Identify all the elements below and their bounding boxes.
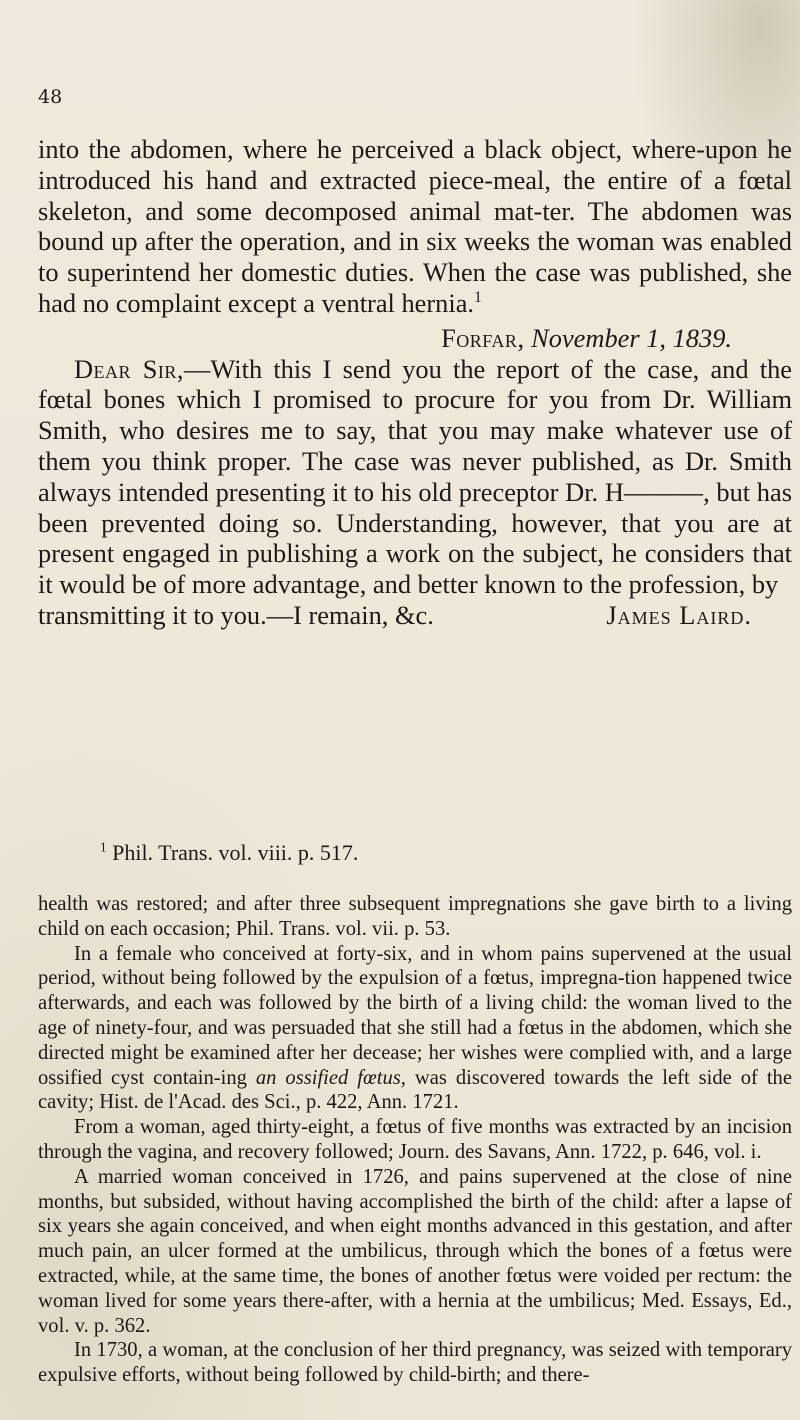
small-paragraph-2-text-end: was discovered towards the left side of the cavity; Hist. de l'Acad. des Sci., p. 422, Ann. 1721.	[38, 1066, 792, 1114]
footnote-text: Phil. Trans. vol. viii. p. 517.	[112, 840, 359, 865]
small-paragraph-2-italic: an ossified fœtus,	[255, 1066, 406, 1089]
small-paragraph-1: health was restored; and after three subsequent impregnations she gave birth to a living child on each occasion; Phil. Trans. vol. vii. p. 53.	[38, 893, 792, 940]
letter-signature: James Laird.	[606, 599, 752, 630]
small-paragraph-3: From a woman, aged thirty-eight, a fœtus of five months was extracted by an incision through the vagina, and recovery followed; Journ. des Savans, Ann. 1722, p. 646, vol. i.	[38, 1116, 792, 1163]
letter-salutation: Dear Sir,	[74, 353, 185, 384]
letter-date: November 1, 1839.	[531, 322, 732, 353]
small-paragraph-5: In 1730, a woman, at the conclusion of her third pregnancy, was seized with temporary expulsive efforts, without being followed by child-birth; and there-	[38, 1339, 792, 1387]
continuation-paragraph	[38, 134, 792, 319]
letter-closing-line	[38, 600, 792, 631]
small-paragraph-4: A married woman conceived in 1726, and pains supervened at the close of nine months, but subsided, without having accomplished the birth of the child: after a lapse of six years she again conceived, and when eight months advanced in this gestation, and after much pain, an ulcer formed at the umbilicus, through which the bones of a fœtus were extracted, while, at the same time, the bones of another fœtus were voided per rectum: the woman lived for some years there-after, with a hernia at the umbilicus; Med. Essays, Ed., vol. v. p. 362.	[38, 1165, 792, 1337]
main-text	[38, 134, 792, 631]
page-number: 48	[38, 86, 63, 108]
letter-place: Forfar,	[441, 322, 525, 353]
letter-closing: transmitting it to you.—I remain, &c.	[38, 599, 434, 630]
footnote-number: 1	[100, 839, 107, 855]
footnote-reference: 1	[474, 289, 482, 307]
footnote	[100, 840, 358, 866]
small-print-section	[38, 892, 792, 1388]
letter-body	[38, 354, 792, 600]
small-paragraph-2	[38, 942, 792, 1116]
letter-dateline	[38, 323, 792, 354]
small-paragraph-2-text: In a female who conceived at forty-six, and in whom pains supervened at the usual period, without being followed by the expulsion of a fœtus, impregna-tion happened twice afterwards, and each was followed by the birth of a living child: the woman lived to the age of ninety-four, and was persuaded that she still had a fœtus in the abdomen, which she directed might be examined after her decease; her wishes were complied with, and a large ossified cyst contain-ing	[38, 942, 792, 1089]
letter-body-text: —With this I send you the report of the case, and the fœtal bones which I promised to procure for you from Dr. William Smith, who desires me to say, that you may make whatever use of them you think proper. The case was never published, as Dr. Smith always intended presenting it to his old preceptor Dr. H———, but has been prevented doing so. Understanding, however, that you are at present engaged in publishing a work on the subject, he considers that it would be of more advantage, and better known to the profession, by	[38, 353, 792, 600]
continuation-text: into the abdomen, where he perceived a black object, where-upon he introduced his hand and extracted piece-meal, the entire of a fœtal skeleton, and some decomposed animal mat-ter. The abdomen was bound up after the operation, and in six weeks the woman was enabled to superintend her domestic duties. When the case was published, she had no complaint except a ventral hernia.	[38, 134, 792, 318]
